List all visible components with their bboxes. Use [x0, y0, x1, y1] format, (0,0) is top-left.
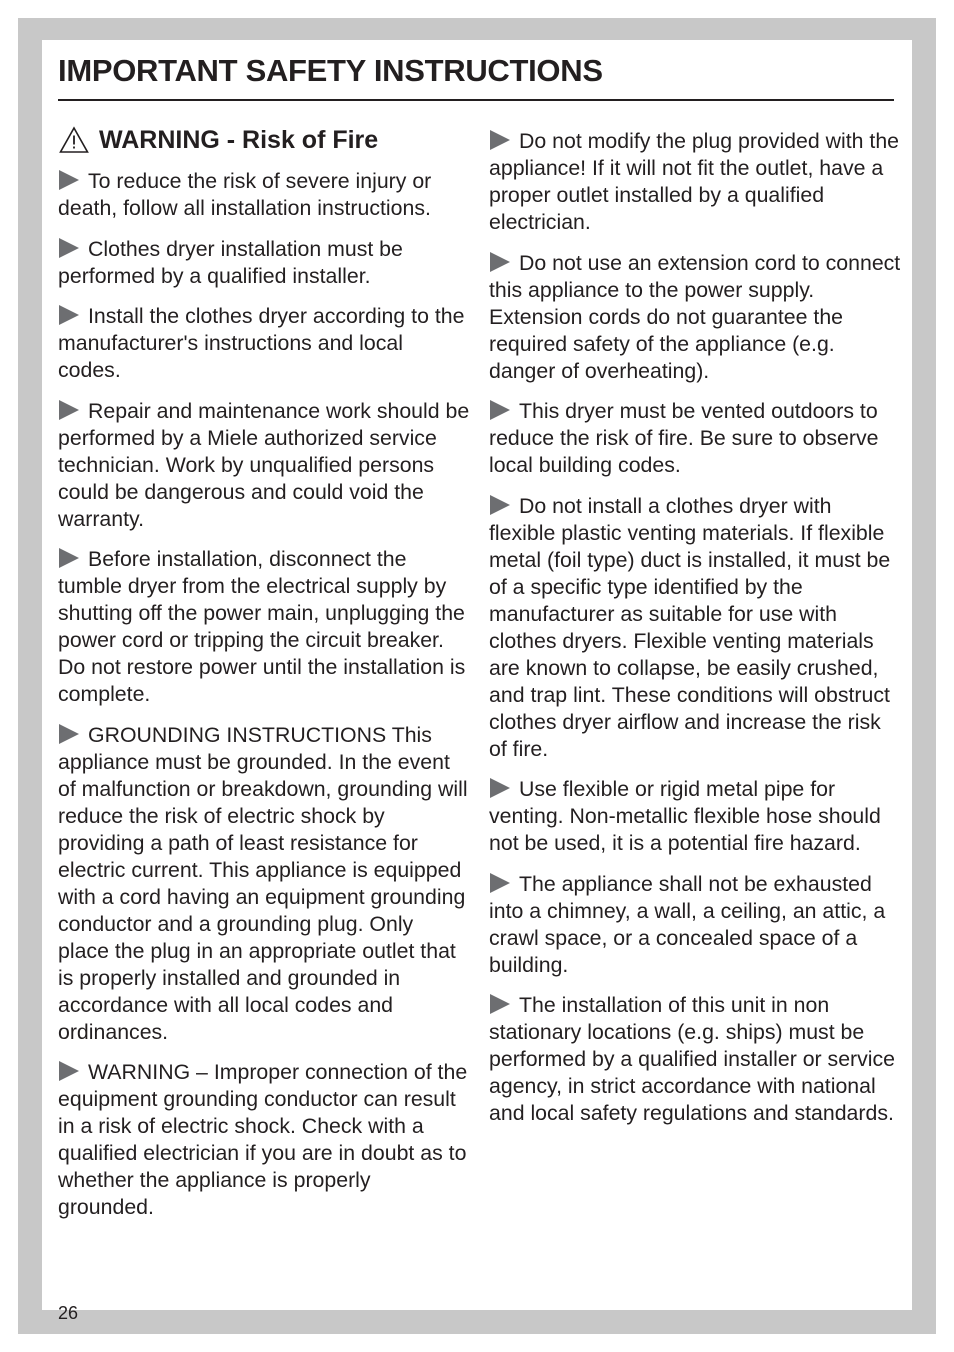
left-instruction-list: [58, 168, 470, 1221]
instruction-text: GROUNDING INSTRUCTIONS This appliance must be grounded. In the event of malfunction or breakdown, grounding will reduce the risk of electric shock by providing a path of least resistance for electric current. This appliance is equipped with a cord having an equipment grounding conductor and a grounding plug. Only place the plug in an appropriate outlet that is properly installed and grounded in accordance with all local codes and ordinances.: [58, 722, 468, 1044]
section-heading: [58, 124, 470, 156]
play-triangle-bullet-icon: [58, 1060, 80, 1082]
instruction-paragraph: [489, 128, 901, 236]
play-triangle-bullet-icon: [58, 304, 80, 326]
page-frame-right: [912, 18, 936, 1334]
right-column: [489, 128, 901, 1141]
instruction-paragraph: [489, 493, 901, 763]
instruction-text: Repair and maintenance work should be performed by a Miele authorized service technician. Work by unqualified persons could be dangerous and could void the warranty.: [58, 398, 470, 531]
page-frame-left: [18, 18, 42, 1334]
instruction-text: Clothes dryer installation must be performed by a qualified installer.: [58, 236, 403, 288]
instruction-paragraph: [58, 1059, 470, 1221]
instruction-text: Do not install a clothes dryer with flexible plastic venting materials. If flexible metal (foil type) duct is installed, it must be of a specific type identified by the manufacturer as suitable for use with clothes dryers. Flexible venting materials are known to collapse, be easily crushed, and trap lint. These conditions will obstruct clothes dryer airflow and increase the risk of fire.: [489, 493, 891, 761]
instruction-paragraph: [489, 776, 901, 857]
play-triangle-bullet-icon: [489, 494, 511, 516]
play-triangle-bullet-icon: [489, 129, 511, 151]
right-instruction-list: [489, 128, 901, 1127]
play-triangle-bullet-icon: [58, 723, 80, 745]
instruction-paragraph: [489, 250, 901, 385]
warning-triangle-icon: [59, 126, 89, 154]
left-column: [58, 124, 470, 1235]
instruction-text: WARNING – Improper connection of the equipment grounding conductor can result in a risk of electric shock. Check with a qualified electrician if you are in doubt as to whether the appliance is properly grounded.: [58, 1060, 468, 1219]
section-heading-text: WARNING - Risk of Fire: [99, 126, 379, 154]
instruction-text: To reduce the risk of severe injury or death, follow all installation instructions.: [58, 169, 432, 220]
play-triangle-bullet-icon: [489, 399, 511, 421]
play-triangle-bullet-icon: [58, 547, 80, 569]
instruction-text: The installation of this unit in non stationary locations (e.g. ships) must be performed by a qualified installer or service agency, in strict accordance with national and local safety regulations and standards.: [489, 993, 896, 1125]
page-frame-top: [18, 18, 936, 40]
instruction-paragraph: [58, 546, 470, 708]
instruction-paragraph: [58, 722, 470, 1046]
instruction-text: Do not use an extension cord to connect this appliance to the power supply. Extension cords do not guarantee the required safety of the appliance (e.g. danger of overheating).: [489, 250, 901, 383]
instruction-text: This dryer must be vented outdoors to reduce the risk of fire. Be sure to observe local building codes.: [489, 399, 879, 477]
instruction-text: The appliance shall not be exhausted into a chimney, a wall, a ceiling, an attic, a crawl space, or a concealed space of a building.: [489, 871, 886, 977]
play-triangle-bullet-icon: [489, 777, 511, 799]
page-number: 26: [58, 1303, 79, 1323]
play-triangle-bullet-icon: [489, 872, 511, 894]
instruction-text: Use flexible or rigid metal pipe for venting. Non-metallic flexible hose should not be used, it is a potential fire hazard.: [489, 777, 881, 855]
page-frame-bottom: [18, 1310, 936, 1334]
instruction-text: Before installation, disconnect the tumble dryer from the electrical supply by shutting off the power main, unplugging the power cord or tripping the circuit breaker. Do not restore power until the installation is complete.: [58, 547, 466, 706]
instruction-paragraph: [489, 992, 901, 1127]
play-triangle-bullet-icon: [489, 251, 511, 273]
instruction-paragraph: [58, 236, 470, 290]
instruction-paragraph: [58, 303, 470, 384]
instruction-paragraph: [489, 871, 901, 979]
page-title: IMPORTANT SAFETY INSTRUCTIONS: [58, 53, 603, 88]
instruction-text: Do not modify the plug provided with the appliance! If it will not fit the outlet, have a proper outlet installed by a qualified electrician.: [489, 129, 900, 234]
play-triangle-bullet-icon: [58, 237, 80, 259]
instruction-paragraph: [58, 168, 470, 222]
play-triangle-bullet-icon: [489, 993, 511, 1015]
instruction-paragraph: [58, 398, 470, 533]
play-triangle-bullet-icon: [58, 169, 80, 191]
title-divider: [58, 99, 894, 101]
play-triangle-bullet-icon: [58, 399, 80, 421]
instruction-paragraph: [489, 398, 901, 479]
instruction-text: Install the clothes dryer according to the manufacturer's instructions and local codes.: [58, 304, 465, 382]
